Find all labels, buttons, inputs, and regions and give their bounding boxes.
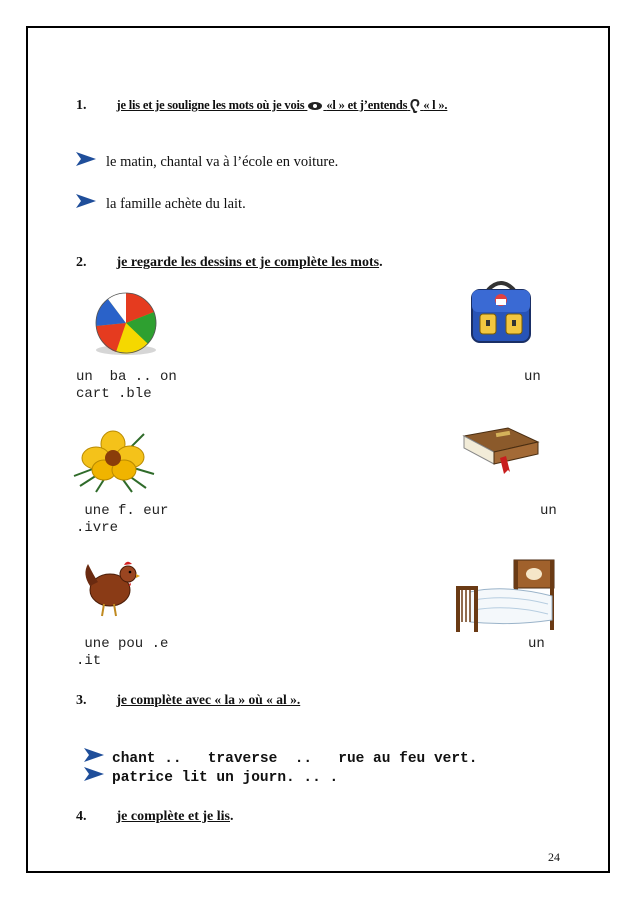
arrow-bullet-icon bbox=[76, 194, 96, 208]
eye-icon bbox=[307, 101, 323, 111]
row-2-wrap-word: .ivre bbox=[76, 520, 119, 536]
exercise-2-heading bbox=[76, 253, 383, 271]
exercise-4-title: je complète et je lis bbox=[116, 809, 230, 824]
row-1-left-word: un ba .. on bbox=[76, 369, 177, 385]
exercise-1-title bbox=[117, 98, 448, 112]
row-3-wrap-word: .it bbox=[76, 653, 102, 669]
row-2-right-word: un bbox=[540, 503, 557, 519]
exercise-1-title-part-c: « l ». bbox=[423, 98, 448, 112]
ex3-line-2 bbox=[76, 749, 338, 786]
row-3-left-word: une pou .e bbox=[76, 636, 169, 652]
exercise-2-number: 2. bbox=[76, 255, 87, 270]
arrow-bullet-icon bbox=[76, 152, 96, 166]
exercise-4-number: 4. bbox=[76, 809, 87, 824]
row-1-wrap-word: cart .ble bbox=[76, 386, 152, 402]
exercise-3-title: je complète avec « la » où « al ». bbox=[116, 692, 301, 707]
exercise-2-title: je regarde les dessins et je complète les mots bbox=[116, 255, 380, 270]
exercise-3-number: 3. bbox=[76, 693, 87, 708]
page-number: 24 bbox=[548, 850, 560, 864]
ex3-line-1-text: chant .. traverse .. rue au feu vert. bbox=[112, 751, 478, 767]
flower-icon bbox=[66, 424, 160, 494]
ball-icon bbox=[86, 290, 166, 358]
sentence-1-text: le matin, chantal va à l’école en voiture. bbox=[106, 154, 339, 170]
hen-icon bbox=[80, 556, 140, 618]
exercise-4-title-period: . bbox=[230, 809, 234, 824]
book-icon bbox=[460, 424, 542, 476]
exercise-2-title-period: . bbox=[379, 255, 383, 270]
exercise-1-title-part-a: je lis et je souligne les mots où je vois bbox=[116, 98, 305, 112]
ear-icon bbox=[410, 99, 420, 113]
exercise-1-heading bbox=[76, 96, 447, 114]
exercise-3-heading bbox=[76, 691, 300, 709]
sentence-1 bbox=[76, 152, 338, 171]
exercise-1-number: 1. bbox=[76, 98, 87, 113]
schoolbag-icon bbox=[466, 278, 536, 346]
sentence-2-text: la famille achète du lait. bbox=[106, 196, 246, 212]
ex3-line-2-text: patrice lit un journ. .. . bbox=[112, 770, 339, 786]
bed-icon bbox=[452, 556, 558, 634]
exercise-1-title-part-b: «l » et j’entends bbox=[326, 98, 408, 112]
row-3-right-word: un bbox=[528, 636, 545, 652]
exercise-4-heading bbox=[76, 807, 234, 825]
row-1-right-word: un bbox=[524, 369, 541, 385]
sentence-2 bbox=[76, 194, 246, 213]
arrow-bullet-icon bbox=[84, 767, 104, 781]
row-2-left-word: une f. eur bbox=[76, 503, 169, 519]
